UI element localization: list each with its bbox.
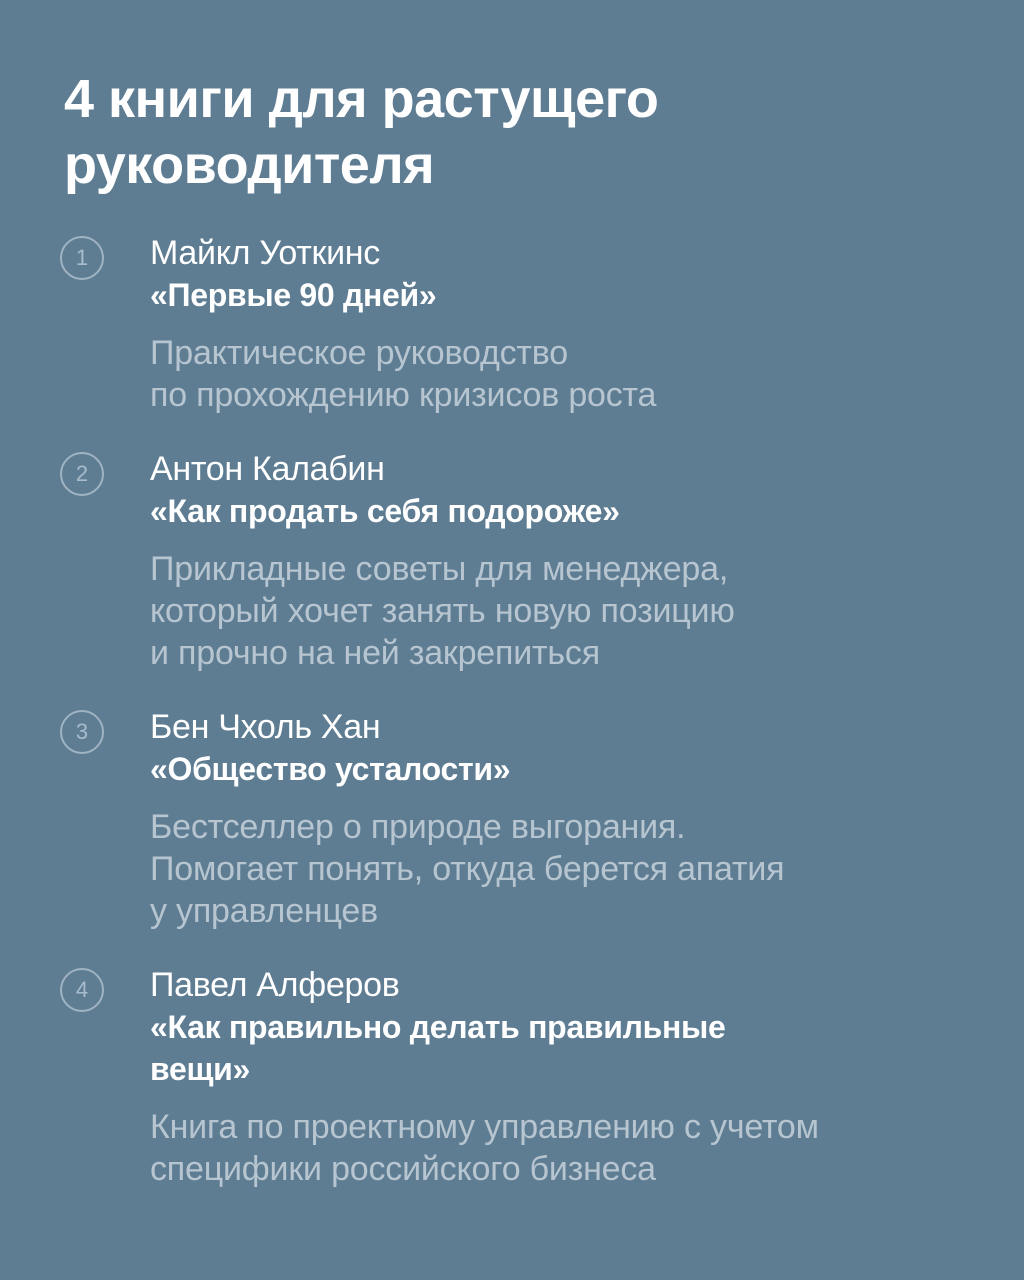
book-description-3-line-3: у управленцев (150, 892, 378, 930)
book-description-3-line-1: Бестселлер о природе выгорания. (150, 808, 686, 846)
page-title (64, 66, 964, 198)
book-description-4-line-1: Книга по проектному управлению с учетом (150, 1108, 819, 1146)
book-title-1-line-1: «Первые 90 дней» (150, 277, 437, 313)
book-author-3: Бен Чхоль Хан (150, 708, 381, 746)
book-description-4 (150, 1106, 980, 1190)
book-title-4-line-1: «Как правильно делать правильные (150, 1009, 726, 1045)
number-badge-4: 4 (60, 968, 104, 1012)
book-title-4-line-2: вещи» (150, 1051, 251, 1087)
book-description-3 (150, 806, 980, 932)
page-title-line-1: 4 книги для растущего (64, 69, 659, 129)
book-author-1: Майкл Уоткинс (150, 234, 380, 272)
number-badge-1: 1 (60, 236, 104, 280)
book-content-2 (150, 448, 980, 674)
page-title-line-2: руководителя (64, 135, 435, 195)
book-title-3-line-1: «Общество усталости» (150, 751, 511, 787)
book-content-3 (150, 706, 980, 932)
book-title-4 (150, 1006, 980, 1090)
book-content-4 (150, 964, 980, 1190)
book-description-1-line-2: по прохождению кризисов роста (150, 376, 657, 414)
book-description-3-line-2: Помогает понять, откуда берется апатия (150, 850, 785, 888)
book-description-1 (150, 332, 980, 416)
book-description-4-line-2: специфики российского бизнеса (150, 1150, 656, 1188)
book-description-2-line-2: который хочет занять новую позицию (150, 592, 735, 630)
book-description-2-line-3: и прочно на ней закрепиться (150, 634, 600, 672)
book-description-2-line-1: Прикладные советы для менеджера, (150, 550, 729, 588)
book-description-1-line-1: Практическое руководство (150, 334, 568, 372)
number-badge-3: 3 (60, 710, 104, 754)
book-content-1 (150, 232, 980, 416)
book-author-2: Антон Калабин (150, 450, 385, 488)
book-title-2-line-1: «Как продать себя подороже» (150, 493, 620, 529)
book-description-2 (150, 548, 980, 674)
book-title-1 (150, 274, 980, 316)
book-title-3 (150, 748, 980, 790)
book-author-4: Павел Алферов (150, 966, 400, 1004)
number-badge-2: 2 (60, 452, 104, 496)
book-title-2 (150, 490, 980, 532)
